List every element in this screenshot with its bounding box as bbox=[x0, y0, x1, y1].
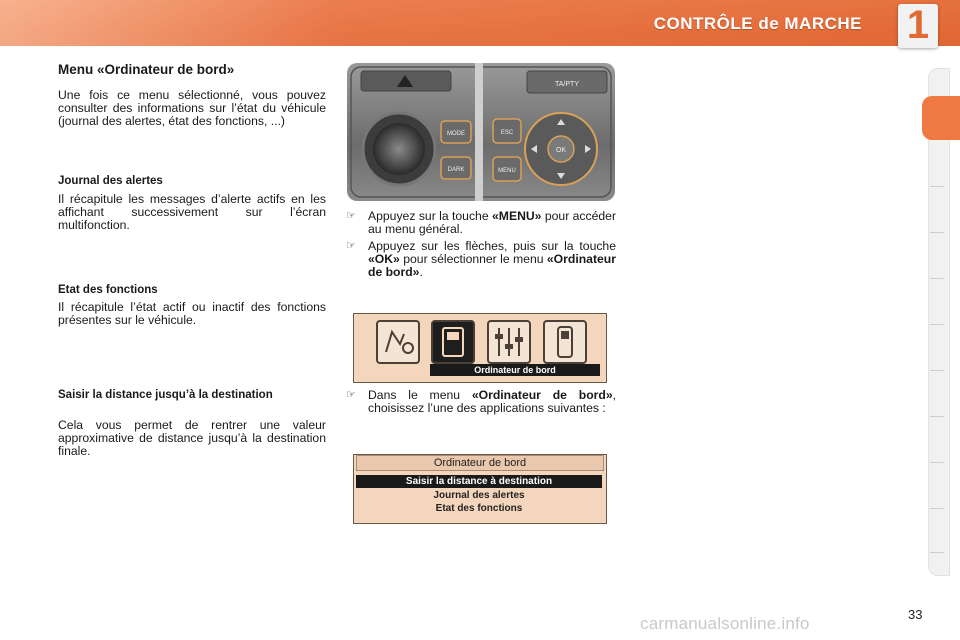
tab-divider bbox=[930, 552, 944, 553]
instruction-menu bbox=[346, 210, 616, 236]
tab-divider bbox=[930, 462, 944, 463]
menu-name: «Ordinateur de bord» bbox=[471, 388, 613, 402]
dark-button-label: DARK bbox=[447, 167, 465, 173]
page-header-title: CONTRÔLE de MARCHE bbox=[653, 14, 862, 33]
selected-menu-label: Ordinateur de bord bbox=[430, 364, 600, 376]
instruction-text: . bbox=[419, 265, 423, 279]
chapter-tab-rail bbox=[928, 68, 950, 576]
trip-computer-icon bbox=[431, 320, 475, 364]
audio-settings-icon bbox=[376, 320, 420, 364]
text-journal: Il récapitule les messages d’alerte actifs en les affichant successivement sur l’écran multifonction. bbox=[58, 192, 326, 232]
section-title: Menu «Ordinateur de bord» bbox=[58, 62, 235, 77]
instruction-choose bbox=[346, 389, 616, 415]
heading-etat: Etat des fonctions bbox=[58, 284, 158, 296]
tab-divider bbox=[930, 232, 944, 233]
settings-sliders-icon bbox=[487, 320, 531, 364]
pointing-finger-icon: ☞ bbox=[346, 240, 356, 252]
menu-name: «Ordinateur de bord» bbox=[368, 252, 616, 279]
instruction-text: , choisissez l’une des applications suivantes : bbox=[368, 388, 616, 415]
text-etat: Il récapitule l’état actif ou inactif des fonctions présentes sur le véhicule. bbox=[58, 300, 326, 327]
tab-divider bbox=[930, 508, 944, 509]
instruction-text: pour sélectionner le menu bbox=[399, 252, 547, 266]
tapty-button-label: TA/PTY bbox=[555, 81, 579, 88]
submenu-item: Journal des alertes bbox=[433, 490, 525, 501]
control-panel-image bbox=[347, 63, 615, 201]
submenu-title: Ordinateur de bord bbox=[356, 455, 604, 471]
instruction-text: Appuyez sur la touche bbox=[368, 209, 493, 223]
instruction-text: pour accéder au menu général. bbox=[368, 209, 617, 236]
instruction-ok bbox=[346, 240, 616, 279]
telephone-icon bbox=[543, 320, 587, 364]
chapter-number: 1 bbox=[906, 3, 930, 47]
heading-distance: Saisir la distance jusqu’à la destination bbox=[58, 389, 273, 401]
key-name: «OK» bbox=[368, 252, 400, 266]
tab-divider bbox=[930, 324, 944, 325]
submenu-item-selected: Saisir la distance à destination bbox=[356, 475, 602, 488]
submenu-item: Etat des fonctions bbox=[435, 503, 523, 514]
heading-journal: Journal des alertes bbox=[58, 175, 163, 187]
mode-button-label: MODE bbox=[447, 131, 465, 137]
page-number: 33 bbox=[908, 607, 923, 622]
control-panel-drawing bbox=[347, 63, 615, 201]
tab-divider bbox=[930, 186, 944, 187]
ok-button-label: OK bbox=[555, 147, 567, 154]
menu-button-label: MENU bbox=[498, 168, 516, 174]
pointing-finger-icon: ☞ bbox=[346, 389, 356, 401]
key-name: «MENU» bbox=[492, 209, 542, 223]
pointing-finger-icon: ☞ bbox=[346, 210, 356, 222]
text-distance: Cela vous permet de rentrer une valeur approximative de distance jusqu’à la destination finale. bbox=[58, 418, 326, 458]
tab-divider bbox=[930, 278, 944, 279]
esc-button-label: ESC bbox=[500, 130, 514, 136]
chapter-tab-active[interactable] bbox=[922, 96, 960, 140]
tab-divider bbox=[930, 416, 944, 417]
instruction-text: Appuyez sur les flèches, puis sur la touche bbox=[368, 239, 616, 253]
watermark: carmanualsonline.info bbox=[640, 614, 810, 633]
intro-paragraph: Une fois ce menu sélectionné, vous pouvez consulter des informations sur l’état du véhicule (journal des alertes, état des fonctions, ...) bbox=[58, 88, 326, 128]
instruction-text: Dans le menu bbox=[368, 388, 472, 402]
tab-divider bbox=[930, 370, 944, 371]
